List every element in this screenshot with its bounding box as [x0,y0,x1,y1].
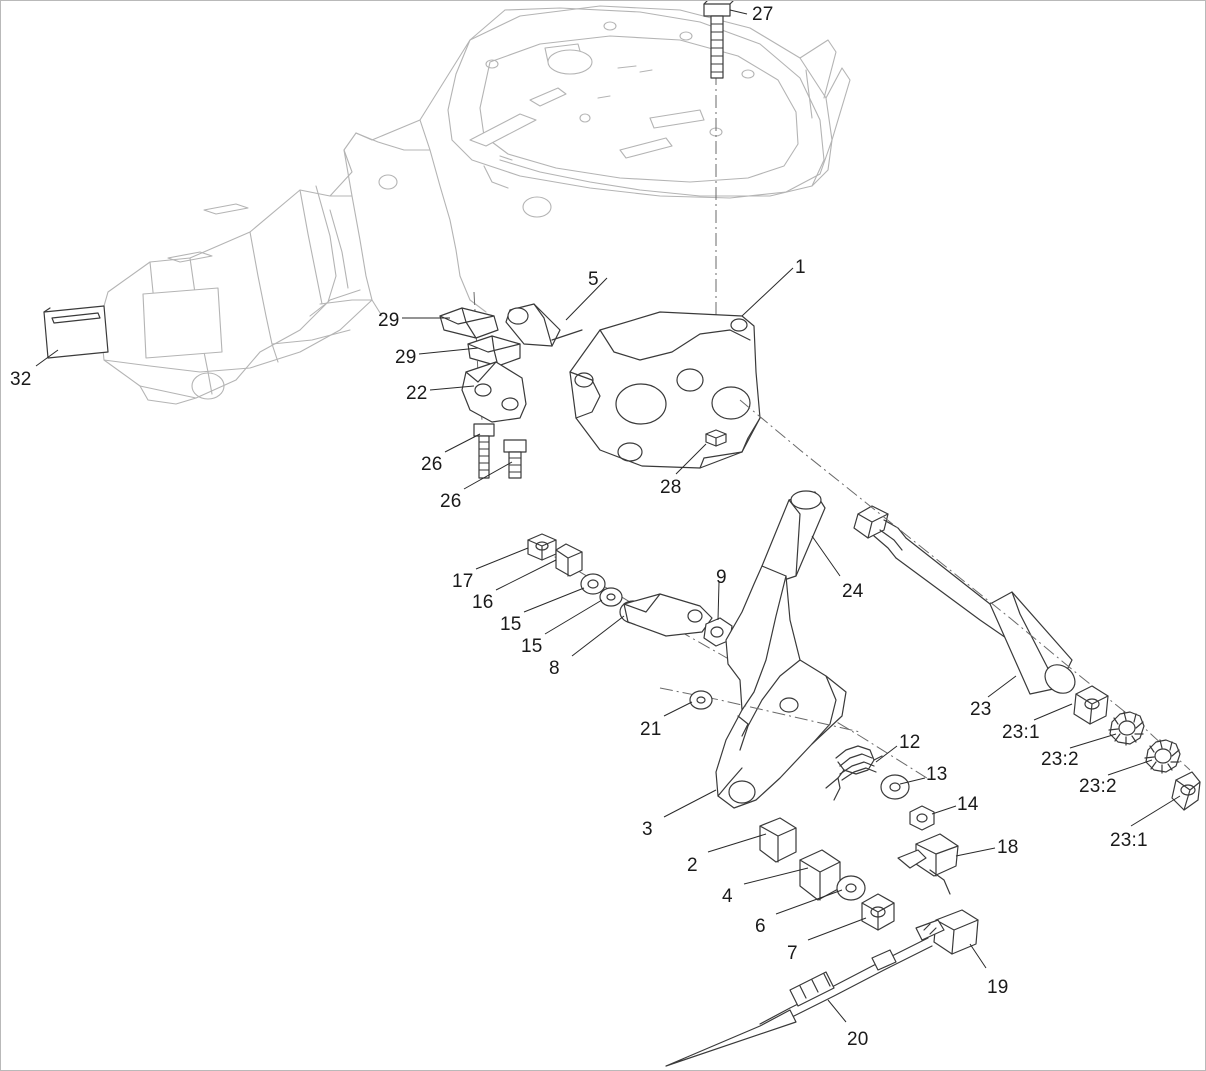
part-3-lever [660,566,860,808]
callout-15-b: 15 [521,636,543,657]
callout-24: 24 [842,581,864,602]
part-28-nut [706,430,726,446]
part-14-nut [910,806,934,830]
callout-26-b: 26 [440,491,462,512]
callout-17: 17 [452,571,474,592]
part-32-pad [44,306,108,358]
part-19-fitting [916,910,978,954]
callout-28: 28 [660,477,682,498]
leader-lines [36,10,1180,1022]
callout-29-lower: 29 [395,347,417,368]
callout-23-2-a: 23:2 [1041,749,1079,770]
callout-23-2-b: 23:2 [1079,776,1117,797]
part-21-washer [690,691,712,709]
callout-12: 12 [899,732,921,753]
callout-7: 7 [787,943,798,964]
callout-27: 27 [752,4,774,25]
callout-23: 23 [970,699,992,720]
callout-32: 32 [10,369,32,390]
callout-6: 6 [755,916,766,937]
part-1-bracket [570,312,760,468]
part-12-spring [826,746,882,800]
callout-20: 20 [847,1029,869,1050]
callout-9: 9 [716,567,727,588]
callout-3: 3 [642,819,653,840]
callout-4: 4 [722,886,733,907]
callout-16: 16 [472,592,494,613]
part-8-link [624,594,712,636]
callout-13: 13 [926,764,948,785]
callout-5: 5 [588,269,599,290]
callout-14: 14 [957,794,979,815]
callout-21: 21 [640,719,662,740]
part-18-rod [898,834,958,894]
callout-18: 18 [997,837,1019,858]
callout-8: 8 [549,658,560,679]
part-20-cable [666,938,932,1066]
callout-22: 22 [406,383,428,404]
callout-23-1-a: 23:1 [1002,722,1040,743]
callout-15-a: 15 [500,614,522,635]
callout-19: 19 [987,977,1009,998]
callout-29-upper: 29 [378,310,400,331]
callout-1: 1 [795,257,806,278]
parts-spacer-stack [760,818,894,930]
part-5-pin [506,304,582,346]
part-13-washer [881,775,909,799]
callout-26-a: 26 [421,454,443,475]
callout-23-1-b: 23:1 [1110,830,1148,851]
callout-2: 2 [687,855,698,876]
